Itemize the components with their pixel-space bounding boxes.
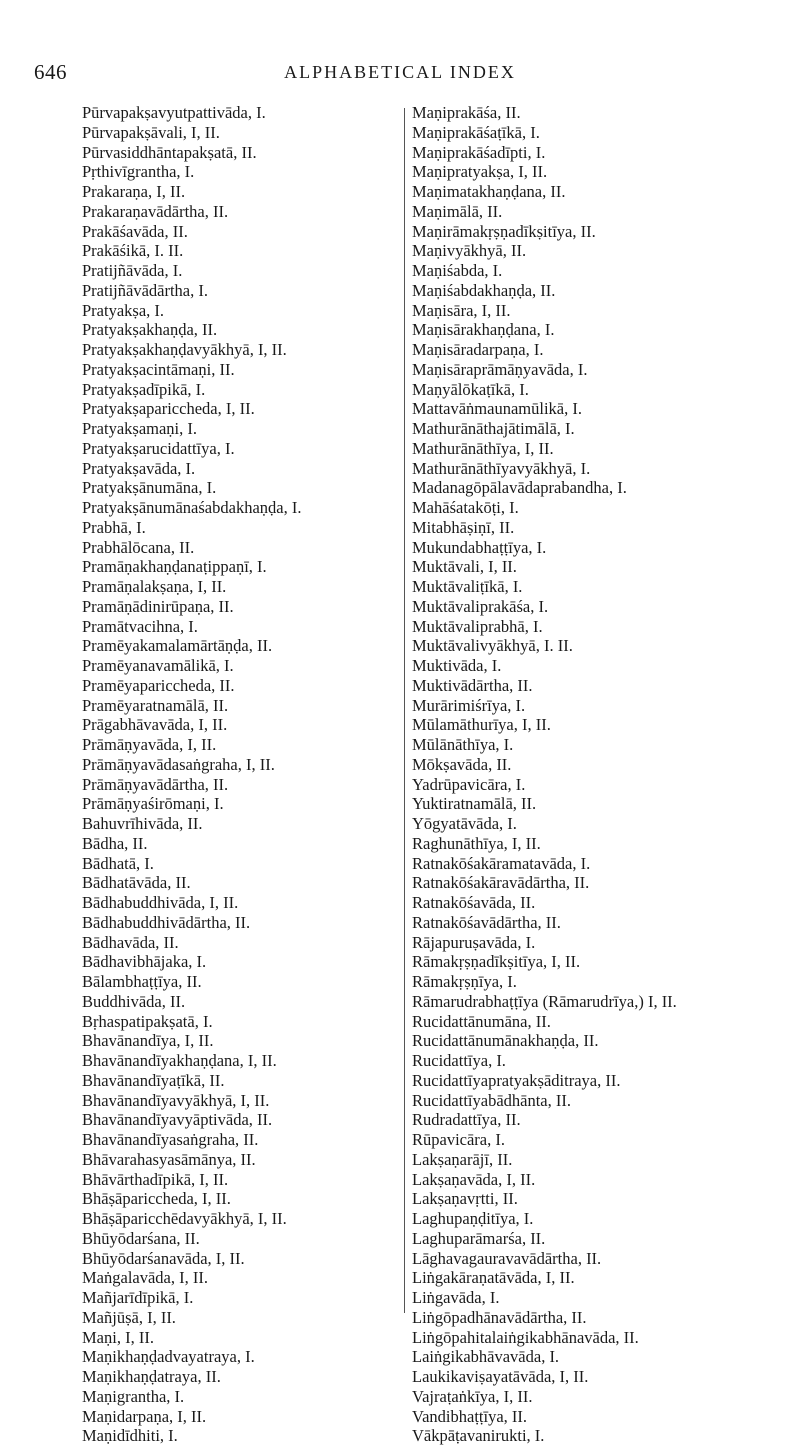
index-entry: Pramātvacihna, I.: [82, 616, 198, 636]
index-entry: Rājapuruṣavāda, I.: [412, 932, 536, 952]
index-entry: Pūrvapakṣāvali, I, II.: [82, 122, 220, 142]
index-entry: Prakaraṇavādārtha, II.: [82, 201, 229, 221]
index-entry: Pratyakṣakhaṇḍa, II.: [82, 320, 218, 340]
page-number: 646: [34, 60, 67, 84]
index-entry: Pratyakṣapariccheda, I, II.: [82, 399, 255, 419]
index-entry: Laukikaviṣayatāvāda, I, II.: [412, 1367, 589, 1386]
index-entry: Lakṣaṇavāda, I, II.: [412, 1169, 536, 1189]
index-entry: Bhūyōdarśana, II.: [82, 1228, 200, 1248]
index-entry: Maṇi, I, II.: [82, 1327, 154, 1347]
index-entry: Muktāvaliprakāśa, I.: [412, 596, 549, 616]
index-entry: Mukundabhaṭṭīya, I.: [412, 537, 547, 557]
index-entry: Pūrvasiddhāntapakṣatā, II.: [82, 142, 257, 162]
index-entry: Mattavāṅmaunamūlikā, I.: [412, 399, 582, 419]
index-entry: Pratijñāvāda, I.: [82, 261, 183, 280]
index-entry: Pramēyapariccheda, II.: [82, 675, 235, 695]
index-entry: Bhūyōdarśanavāda, I, II.: [82, 1248, 245, 1268]
index-entry: Bhavānandīyavyākhyā, I, II.: [82, 1090, 270, 1110]
index-entry: Pratyakṣavāda, I.: [82, 458, 196, 478]
index-entry: Liṅgōpahitalaiṅgikabhānavāda, II.: [412, 1327, 639, 1347]
index-entry: Maṇimatakhaṇḍana, II.: [412, 182, 566, 201]
index-entry: Maṇisāraprāmāṇyavāda, I.: [412, 359, 588, 379]
index-entry: Maṇikhaṇḍatraya, II.: [82, 1367, 221, 1386]
index-entry: Rūpavicāra, I.: [412, 1130, 505, 1149]
index-entry: Prāmāṇyaśirōmaṇi, I.: [82, 794, 224, 814]
index-entry: Prāmāṇyavāda, I, II.: [82, 735, 217, 754]
index-entry: Pramēyakamalamārtāṇḍa, II.: [82, 636, 273, 656]
index-entry: Maṇimālā, II.: [412, 201, 503, 221]
index-entry: Bhāvārthadīpikā, I, II.: [82, 1169, 229, 1189]
index-entry: Lakṣaṇavṛtti, II.: [412, 1189, 518, 1209]
index-entry: Maṇidīdhiti, I.: [82, 1426, 178, 1446]
index-entry: Prakāśikā, I. II.: [82, 241, 184, 261]
index-entry: Bālambhaṭṭīya, II.: [82, 972, 202, 991]
index-entry: Rudradattīya, II.: [412, 1110, 521, 1130]
index-entry: Bādhatāvāda, II.: [82, 873, 191, 893]
index-entry: Vākpāṭavanirukti, I.: [412, 1426, 545, 1446]
index-entry: Muktivāda, I.: [412, 656, 502, 675]
index-entry: Prakāśavāda, II.: [82, 221, 188, 241]
index-entry: Ratnakōśavāda, II.: [412, 893, 536, 912]
index-entry: Bādhabuddhivāda, I, II.: [82, 893, 239, 912]
index-entry: Mōkṣavāda, II.: [412, 754, 512, 774]
index-entry: Rāmarudrabhaṭṭīya (Rāmarudrīya,) I, II.: [412, 991, 677, 1011]
index-entry: Pratyakṣa, I.: [82, 300, 165, 320]
index-entry: Ratnakōśakāravādārtha, II.: [412, 873, 590, 893]
index-entry: Muktāvali, I, II.: [412, 557, 517, 577]
index-entry: Pramāṇalakṣaṇa, I, II.: [82, 577, 227, 596]
index-entry: Ratnakōśavādārtha, II.: [412, 912, 561, 932]
index-entry: Laiṅgikabhāvavāda, I.: [412, 1347, 560, 1367]
index-entry: Prāmāṇyavādārtha, II.: [82, 774, 229, 794]
index-entry: Mūlānāthīya, I.: [412, 735, 514, 754]
index-entry: Mañjūṣā, I, II.: [82, 1307, 176, 1327]
index-entry: Laghupaṇḍitīya, I.: [412, 1209, 534, 1228]
index-entry: Bādha, II.: [82, 833, 148, 853]
index-entry: Bhavānandīyaṭīkā, II.: [82, 1070, 225, 1090]
page-header: [0, 60, 800, 96]
column-divider: [404, 108, 405, 1313]
index-entry: Mathurānāthajātimālā, I.: [412, 419, 575, 438]
index-entry: Murārimiśrīya, I.: [412, 695, 526, 715]
index-entry: Bhāvarahasyasāmānya, II.: [82, 1149, 256, 1169]
index-entry: Muktāvaliprabhā, I.: [412, 616, 543, 636]
index-entry: Pṛthivīgrantha, I.: [82, 162, 195, 182]
index-entry: Maṇigrantha, I.: [82, 1386, 185, 1406]
index-entry: Bādhabuddhivādārtha, II.: [82, 912, 251, 932]
index-entry: Rucidattīyabādhānta, II.: [412, 1090, 571, 1110]
index-entry: Maṇiśabda, I.: [412, 261, 503, 280]
index-entry: Mūlamāthurīya, I, II.: [412, 715, 551, 735]
index-entry: Muktāvaliṭīkā, I.: [412, 577, 523, 596]
index-entry: Bṛhaspatipakṣatā, I.: [82, 1011, 213, 1031]
index-entry: Pramēyaratnamālā, II.: [82, 695, 229, 715]
index-entry: Ratnakōśakāramatavāda, I.: [412, 853, 591, 873]
index-entry: Prāmāṇyavādasaṅgraha, I, II.: [82, 754, 275, 774]
index-entry: Pramāṇakhaṇḍanaṭippaṇī, I.: [82, 557, 267, 577]
index-entry: Pratyakṣarucidattīya, I.: [82, 438, 235, 458]
index-entry: Prakaraṇa, I, II.: [82, 182, 186, 201]
index-entry: Prāgabhāvavāda, I, II.: [82, 715, 228, 735]
index-entry: Mathurānāthīyavyākhyā, I.: [412, 458, 591, 478]
index-entry: Muktivādārtha, II.: [412, 675, 533, 695]
index-entry: Prabhālōcana, II.: [82, 537, 195, 557]
index-entry: Yadrūpavicāra, I.: [412, 774, 526, 794]
index-entry: Bādhavibhājaka, I.: [82, 952, 207, 972]
index-entry: Bādhatā, I.: [82, 853, 154, 873]
index-entry: Bhavānandīya, I, II.: [82, 1031, 214, 1051]
index-entry: Maṇisāradarpaṇa, I.: [412, 340, 544, 359]
index-entry: Buddhivāda, II.: [82, 991, 186, 1011]
index-entry: Rucidattīyapratyakṣāditraya, II.: [412, 1070, 621, 1090]
index-entry: Mitabhāṣiṇī, II.: [412, 517, 515, 537]
index-entry: Bādhavāda, II.: [82, 932, 179, 952]
index-entry: Mahāśatakōṭi, I.: [412, 498, 519, 517]
index-entry: Bhāṣāpariccheda, I, II.: [82, 1189, 231, 1209]
index-entry: Maṇisārakhaṇḍana, I.: [412, 320, 555, 340]
index-entry: Bhavānandīyakhaṇḍana, I, II.: [82, 1051, 277, 1070]
index-entry: Pratijñāvādārtha, I.: [82, 280, 208, 300]
index-entry: Liṅgōpadhānavādārtha, II.: [412, 1307, 587, 1327]
right-index-column: [412, 103, 792, 1446]
index-entry: Pratyakṣānumānaśabdakhaṇḍa, I.: [82, 498, 302, 517]
index-entry: Rāmakṛṣṇīya, I.: [412, 972, 517, 991]
index-entry: Maṇipratyakṣa, I, II.: [412, 162, 548, 182]
index-entry: Pratyakṣamaṇi, I.: [82, 419, 198, 438]
index-entry: Lāghavagauravavādārtha, II.: [412, 1248, 602, 1268]
index-entry: Liṅgavāda, I.: [412, 1288, 500, 1307]
index-entry: Rucidattānumānakhaṇḍa, II.: [412, 1031, 599, 1051]
index-entry: Pūrvapakṣavyutpattivāda, I.: [82, 103, 266, 122]
index-entry: Bhāṣāparicchēdavyākhyā, I, II.: [82, 1209, 287, 1228]
index-entry: Yōgyatāvāda, I.: [412, 814, 517, 833]
index-entry: Bahuvrīhivāda, II.: [82, 814, 203, 833]
index-entry: Laghuparāmarśa, II.: [412, 1228, 546, 1248]
index-entry: Maṇyālōkaṭīkā, I.: [412, 379, 529, 399]
index-entry: Maṇivyākhyā, II.: [412, 241, 527, 261]
index-entry: Mathurānāthīya, I, II.: [412, 438, 554, 458]
left-index-column: [82, 103, 462, 1446]
index-entry: Lakṣaṇarājī, II.: [412, 1149, 513, 1169]
index-entry: Yuktiratnamālā, II.: [412, 794, 537, 814]
index-entry: Rucidattānumāna, II.: [412, 1011, 551, 1031]
index-entry: Maṅgalavāda, I, II.: [82, 1268, 208, 1288]
index-entry: Maṇidarpaṇa, I, II.: [82, 1406, 207, 1426]
index-entry: Raghunāthīya, I, II.: [412, 833, 541, 853]
index-entry: Rucidattīya, I.: [412, 1051, 506, 1070]
index-entry: Pramēyanavamālikā, I.: [82, 656, 234, 675]
index-entry: Mañjarīdīpikā, I.: [82, 1288, 194, 1307]
index-entry: Bhavānandīyavyāptivāda, II.: [82, 1110, 273, 1130]
index-entry: Liṅgakāraṇatāvāda, I, II.: [412, 1268, 575, 1288]
index-entry: Maṇiprakāśaṭīkā, I.: [412, 122, 540, 142]
index-entry: Pratyakṣānumāna, I.: [82, 478, 217, 498]
index-entry: Pratyakṣacintāmaṇi, II.: [82, 359, 235, 379]
index-entry: Vandibhaṭṭīya, II.: [412, 1406, 528, 1426]
index-entry: Maṇikhaṇḍadvayatraya, I.: [82, 1347, 255, 1367]
index-entry: Maṇiśabdakhaṇḍa, II.: [412, 280, 556, 300]
index-entry: Pratyakṣadīpikā, I.: [82, 379, 206, 399]
index-entry: Maṇirāmakṛṣṇadīkṣitīya, II.: [412, 221, 596, 241]
index-entry: Prabhā, I.: [82, 517, 146, 537]
index-entry: Muktāvalivyākhyā, I. II.: [412, 636, 573, 656]
index-entry: Maṇisāra, I, II.: [412, 300, 511, 320]
running-title: ALPHABETICAL INDEX: [284, 62, 516, 82]
index-entry: Rāmakṛṣṇadīkṣitīya, I, II.: [412, 952, 581, 972]
index-entry: Maṇiprakāśa, II.: [412, 103, 521, 122]
index-entry: Bhavānandīyasaṅgraha, II.: [82, 1130, 259, 1149]
index-entry: Vajraṭaṅkīya, I, II.: [412, 1386, 533, 1406]
index-entry: Pratyakṣakhaṇḍavyākhyā, I, II.: [82, 340, 287, 359]
index-entry: Pramāṇādinirūpaṇa, II.: [82, 596, 234, 616]
index-entry: Madanagōpālavādaprabandha, I.: [412, 478, 627, 498]
index-entry: Maṇiprakāśadīpti, I.: [412, 142, 546, 162]
